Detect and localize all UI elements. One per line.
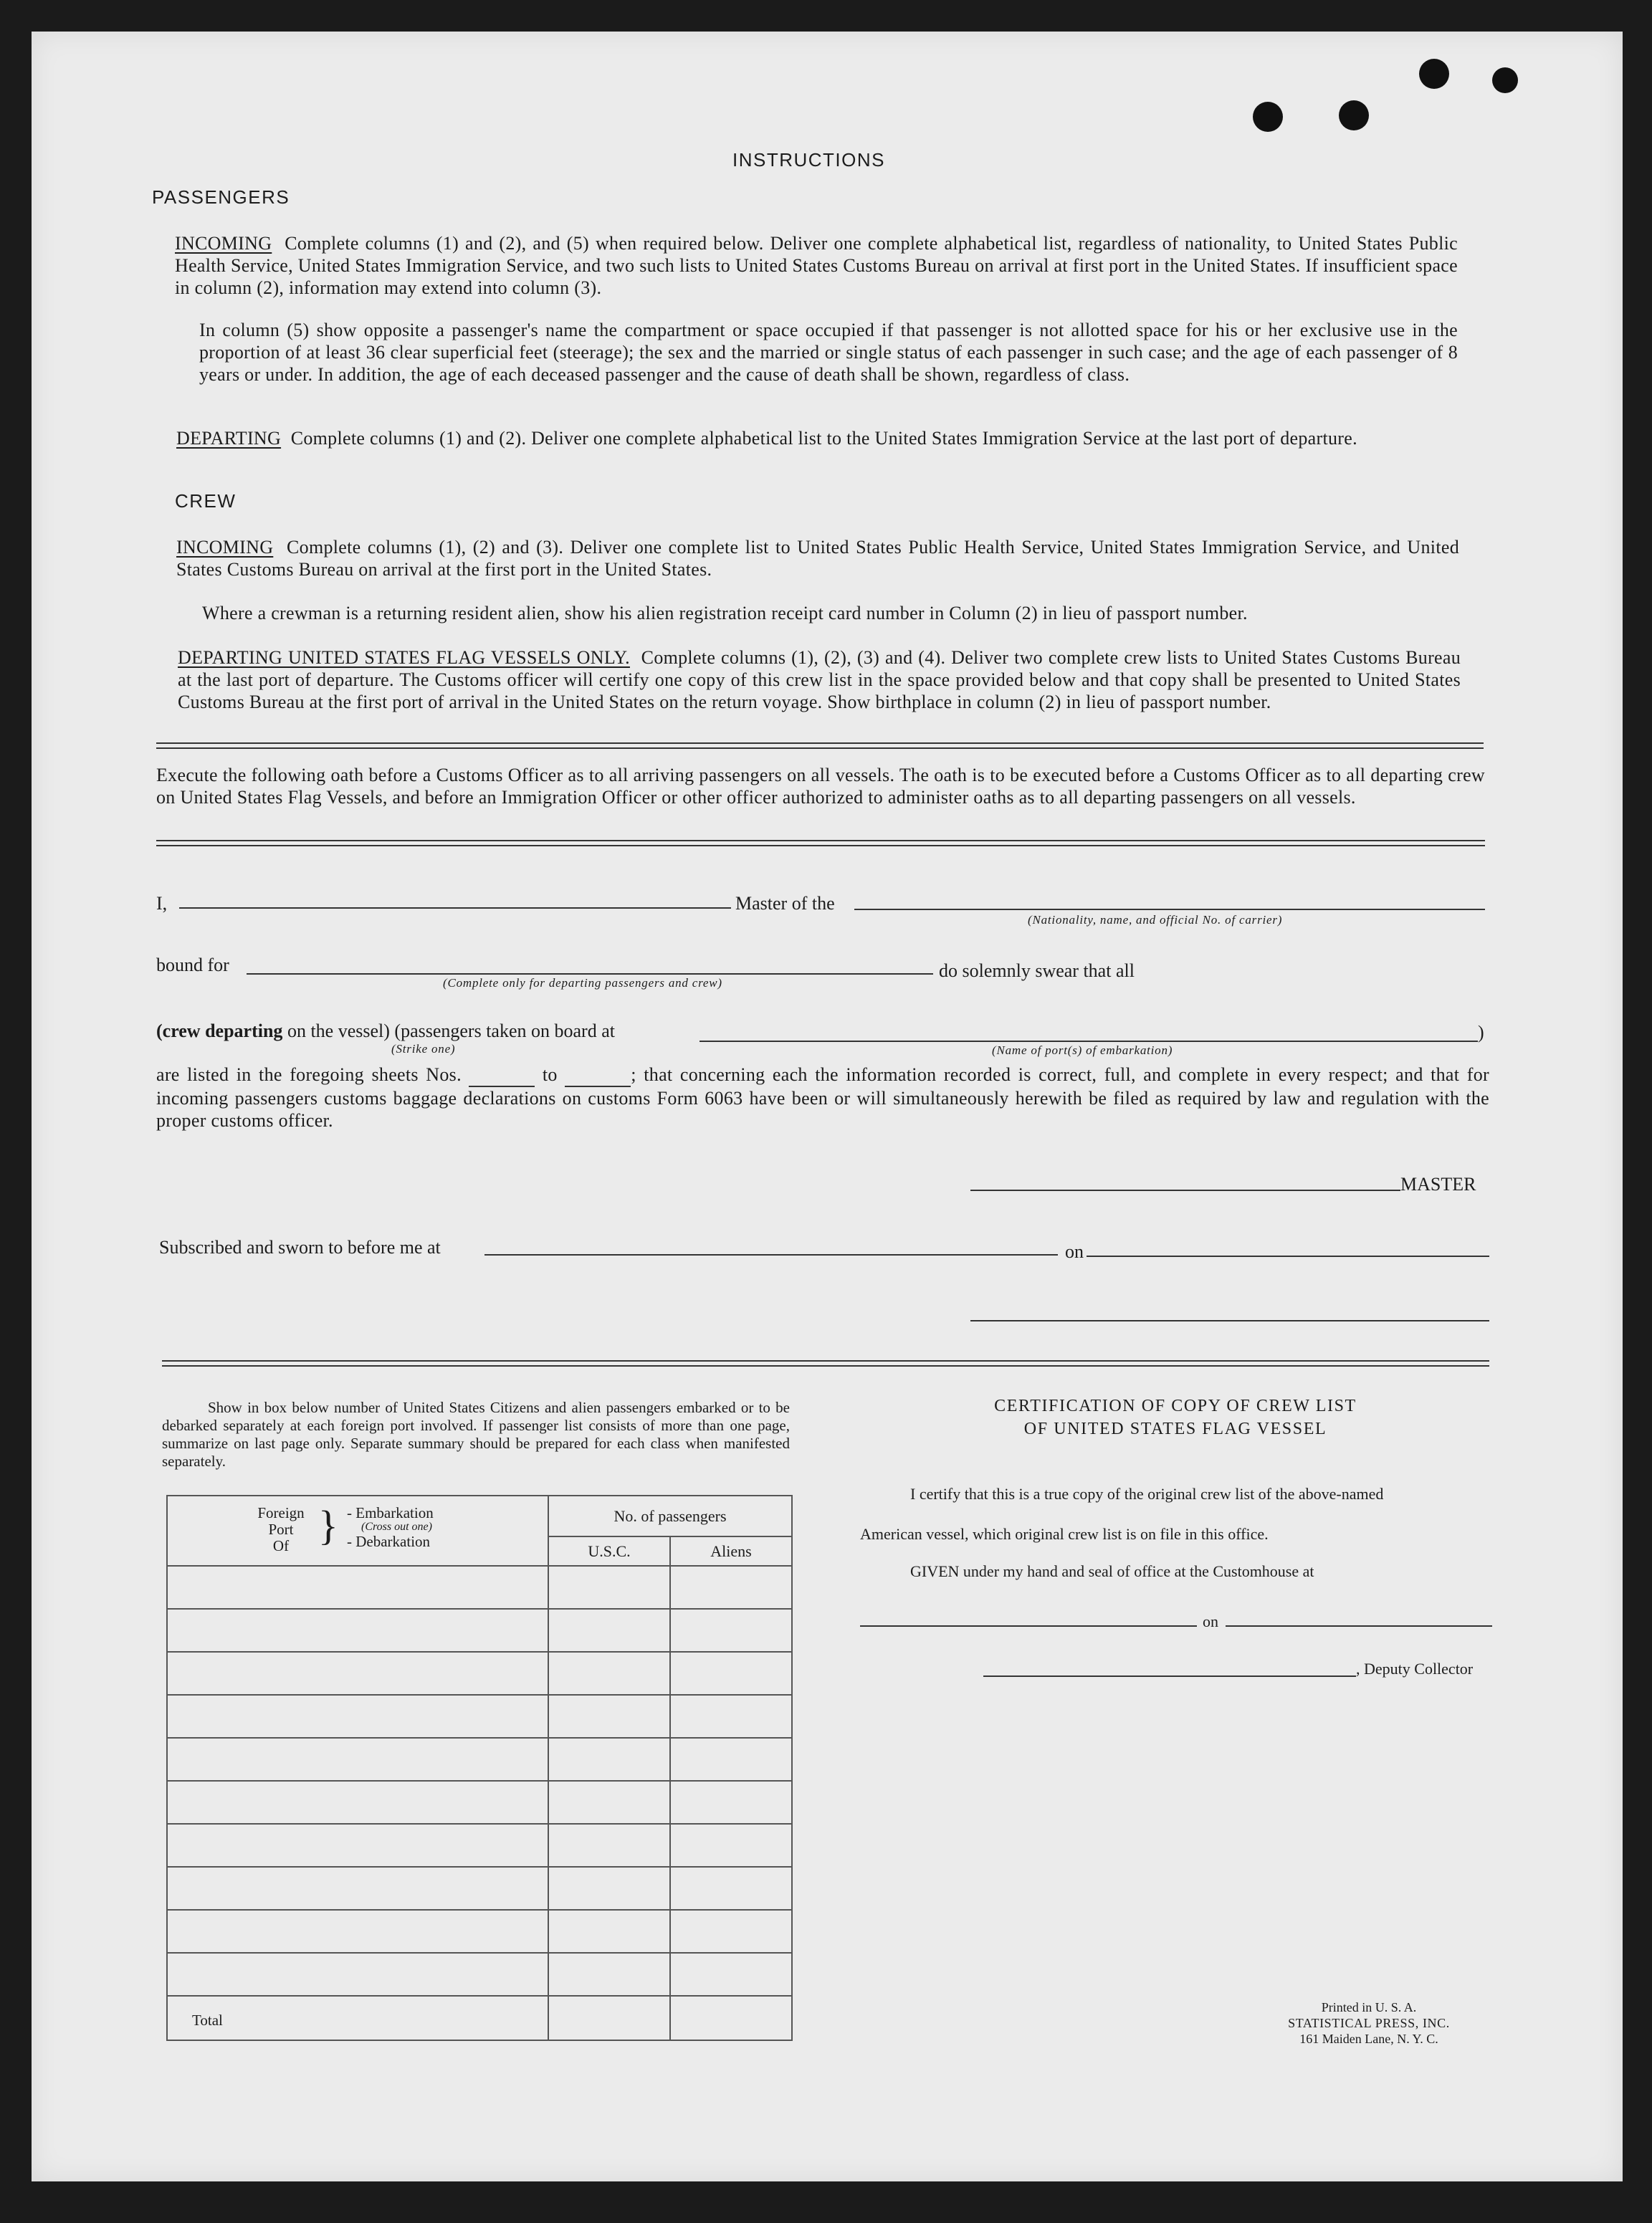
embarkation-label[interactable]: - Embarkation — [347, 1504, 434, 1521]
usc-cell[interactable] — [548, 1867, 670, 1910]
aliens-cell[interactable] — [670, 1824, 792, 1867]
usc-cell[interactable] — [548, 1652, 670, 1695]
passengers-heading: PASSENGERS — [152, 186, 290, 208]
summary-row — [167, 1781, 792, 1824]
embarkation-ports-field[interactable] — [700, 1041, 1478, 1042]
aliens-cell[interactable] — [670, 1566, 792, 1609]
summary-row — [167, 1566, 792, 1609]
certify-on-label: on — [1203, 1612, 1218, 1630]
foreign-label: Foreign — [257, 1504, 305, 1521]
crew-incoming-label: INCOMING — [176, 537, 274, 558]
subscribed-label: Subscribed and sworn to before me at — [159, 1237, 441, 1258]
passenger-summary-table — [166, 1495, 793, 2041]
aliens-cell[interactable] — [670, 1781, 792, 1824]
usc-cell[interactable] — [548, 1910, 670, 1953]
summary-row — [167, 1867, 792, 1910]
certify-line3: GIVEN under my hand and seal of office at the Customhouse at — [910, 1562, 1314, 1580]
listed-paragraph — [156, 1063, 1489, 1132]
aliens-cell[interactable] — [670, 1953, 792, 1996]
port-cell[interactable] — [167, 1824, 548, 1867]
aliens-header: Aliens — [670, 1536, 792, 1566]
swear-label: do solemnly swear that all — [939, 960, 1135, 981]
printer-line2: STATISTICAL PRESS, INC. — [1288, 2016, 1450, 2030]
sworn-on-label: on — [1065, 1241, 1084, 1262]
divider-double — [156, 742, 1484, 749]
certification-title-line2: OF UNITED STATES FLAG VESSEL — [1023, 1420, 1327, 1438]
crew-resident-paragraph — [202, 602, 1464, 624]
port-cell[interactable] — [167, 1738, 548, 1781]
listed-to-label: to — [542, 1064, 558, 1085]
passengers-incoming-text: Complete columns (1) and (2), and (5) when required below. Deliver one complete alphabetical list, regardless of nationality, to United States Public Health Service, United States Immigration Service, and two such lists to United States Customs Bureau on arrival at first port in the United States. If insufficient space in column (2), information may extend into column (3). — [175, 233, 1458, 298]
foreign-port-header — [167, 1496, 548, 1566]
crew-departing-label: DEPARTING UNITED STATES FLAG VESSELS ONLY. — [178, 647, 630, 668]
total-aliens-cell[interactable] — [670, 1996, 792, 2040]
crew-incoming-text: Complete columns (1), (2) and (3). Deliver one complete list to United States Public Health Service, United States Immigration Service, and United States Customs Bureau on arrival at the first port in the United States. — [176, 537, 1459, 580]
master-name-field[interactable] — [179, 907, 731, 909]
oath-instruction-paragraph — [156, 764, 1485, 808]
sworn-date-field[interactable] — [1087, 1256, 1489, 1257]
punch-hole — [1492, 67, 1518, 93]
divider-double — [156, 840, 1485, 846]
crew-heading: CREW — [175, 490, 237, 512]
port-cell[interactable] — [167, 1867, 548, 1910]
port-cell[interactable] — [167, 1953, 548, 1996]
usc-cell[interactable] — [548, 1609, 670, 1652]
summary-row — [167, 1609, 792, 1652]
summary-instruction-text: Show in box below number of United States Citizens and alien passengers embarked or to be debarked separately at each foreign port involved. If passenger list consists of more than one page, summarize on last page only. Separate summary should be prepared for each class when manifested separately. — [162, 1399, 790, 1470]
summary-row — [167, 1738, 792, 1781]
officer-signature-field[interactable] — [970, 1320, 1489, 1321]
crew-departing-option[interactable]: (crew departing — [156, 1020, 283, 1041]
aliens-cell[interactable] — [670, 1867, 792, 1910]
port-cell[interactable] — [167, 1781, 548, 1824]
passengers-column5-text: In column (5) show opposite a passenger's name the compartment or space occupied if that passenger is not allotted space for his or her exclusive use in the proportion of at least 36 clear superficial feet (steerage); the sex and the married or single status of each passenger in such case; and the age of each passenger of 8 years or under. In addition, the age of each deceased passenger and the cause of death shall be shown, regardless of class. — [199, 320, 1458, 385]
master-of-the-label: Master of the — [735, 893, 835, 914]
passengers-departing-paragraph — [176, 427, 1458, 449]
page-title: INSTRUCTIONS — [732, 149, 885, 171]
usc-cell[interactable] — [548, 1953, 670, 1996]
sheet-from-field[interactable] — [469, 1063, 535, 1087]
close-paren: ) — [1478, 1022, 1484, 1043]
passengers-departing-text: Complete columns (1) and (2). Deliver one complete alphabetical list to the United States Immigration Service at the last port of departure. — [290, 428, 1357, 449]
aliens-cell[interactable] — [670, 1609, 792, 1652]
deputy-collector-signature-field[interactable] — [983, 1675, 1356, 1677]
listed-text-a: are listed in the foregoing sheets Nos. — [156, 1064, 462, 1085]
cross-out-caption: (Cross out one) — [361, 1521, 432, 1533]
usc-cell[interactable] — [548, 1824, 670, 1867]
printer-line1: Printed in U. S. A. — [1321, 2000, 1417, 2014]
punch-hole — [1339, 100, 1369, 130]
summary-row — [167, 1652, 792, 1695]
port-cell[interactable] — [167, 1695, 548, 1738]
sworn-at-field[interactable] — [484, 1254, 1058, 1256]
summary-row — [167, 1953, 792, 1996]
aliens-cell[interactable] — [670, 1652, 792, 1695]
sheet-to-field[interactable] — [565, 1063, 631, 1087]
on-the-vessel-text: on the vessel) — [287, 1020, 390, 1041]
passengers-incoming-paragraph — [175, 232, 1458, 299]
port-cell[interactable] — [167, 1566, 548, 1609]
port-label: Port — [268, 1521, 294, 1538]
ports-caption: (Name of port(s) of embarkation) — [992, 1043, 1173, 1057]
printer-line3: 161 Maiden Lane, N. Y. C. — [1299, 2032, 1438, 2046]
aliens-cell[interactable] — [670, 1738, 792, 1781]
bound-for-field[interactable] — [247, 973, 933, 975]
passengers-taken-option[interactable]: (passengers taken on board at — [394, 1020, 615, 1041]
certification-title — [939, 1395, 1412, 1440]
certification-title-line1: CERTIFICATION OF COPY OF CREW LIST — [994, 1397, 1357, 1415]
summary-rows — [167, 1566, 792, 1996]
brace-icon: } — [318, 1502, 338, 1549]
certify-date-field[interactable] — [1226, 1625, 1492, 1627]
oath-i-label: I, — [156, 893, 168, 914]
passengers-incoming-label: INCOMING — [175, 233, 272, 254]
carrier-field[interactable] — [854, 909, 1485, 910]
punch-hole — [1253, 102, 1283, 132]
certify-line2: American vessel, which original crew list is on file in this office. — [860, 1525, 1269, 1543]
crew-resident-text: Where a crewman is a returning resident alien, show his alien registration receipt card number in Column (2) in lieu of passport number. — [202, 603, 1248, 623]
crew-departing-paragraph — [178, 646, 1461, 713]
port-cell[interactable] — [167, 1652, 548, 1695]
aliens-cell[interactable] — [670, 1910, 792, 1953]
crew-passengers-line — [156, 1020, 615, 1042]
bound-for-label: bound for — [156, 955, 229, 975]
summary-row — [167, 1910, 792, 1953]
total-usc-cell[interactable] — [548, 1996, 670, 2040]
of-label: Of — [272, 1537, 290, 1554]
usc-cell[interactable] — [548, 1781, 670, 1824]
usc-cell[interactable] — [548, 1566, 670, 1609]
passengers-column5-paragraph — [199, 319, 1458, 386]
strike-one-caption: (Strike one) — [391, 1042, 456, 1056]
crew-departing-text: Complete columns (1), (2), (3) and (4). Deliver two complete crew lists to United States Customs Bureau at the last port of departure. The Customs officer will certify one copy of this crew list in the space provided below and that copy shall be presented to United States Customs Bureau at the first port of arrival in the United States on the return voyage. Show birthplace in column (2) in lieu of passport number. — [178, 647, 1461, 712]
total-label-cell — [167, 1996, 548, 2040]
carrier-caption: (Nationality, name, and official No. of carrier) — [1028, 913, 1283, 927]
usc-cell[interactable] — [548, 1695, 670, 1738]
summary-row — [167, 1824, 792, 1867]
port-cell[interactable] — [167, 1609, 548, 1652]
master-signature-field[interactable] — [970, 1190, 1400, 1191]
no-of-passengers-header: No. of passengers — [548, 1496, 792, 1536]
punch-hole — [1419, 59, 1449, 89]
certify-line1: I certify that this is a true copy of the original crew list of the above-named — [910, 1485, 1384, 1503]
usc-cell[interactable] — [548, 1738, 670, 1781]
port-cell[interactable] — [167, 1910, 548, 1953]
passengers-departing-label: DEPARTING — [176, 428, 282, 449]
summary-instruction — [162, 1399, 790, 1471]
printer-imprint — [1276, 1999, 1462, 2047]
total-label: Total — [192, 2012, 223, 2029]
customhouse-field[interactable] — [860, 1625, 1197, 1627]
crew-incoming-paragraph — [176, 536, 1459, 580]
summary-row — [167, 1695, 792, 1738]
bound-for-caption: (Complete only for departing passengers and crew) — [443, 976, 722, 990]
oath-instruction-text: Execute the following oath before a Customs Officer as to all arriving passengers on all vessels. The oath is to be executed before a Customs Officer as to all departing crew on United States Flag Vessels, and before an Immigration Officer or other officer authorized to administer oaths as to all departing passengers on all vessels. — [156, 765, 1485, 808]
divider-double — [162, 1360, 1489, 1367]
listed-text-b: ; that concerning each the information recorded is correct, full, and complete in every respect; and that for incoming passengers customs baggage declarations on customs Form 6063 have been or will simultaneously herewith be filed as required by law and regulation with the proper customs officer. — [156, 1064, 1489, 1131]
aliens-cell[interactable] — [670, 1695, 792, 1738]
deputy-collector-label: , Deputy Collector — [1356, 1660, 1474, 1678]
master-label: MASTER — [1400, 1174, 1476, 1195]
usc-header: U.S.C. — [548, 1536, 670, 1566]
debarkation-label[interactable]: - Debarkation — [347, 1533, 431, 1550]
